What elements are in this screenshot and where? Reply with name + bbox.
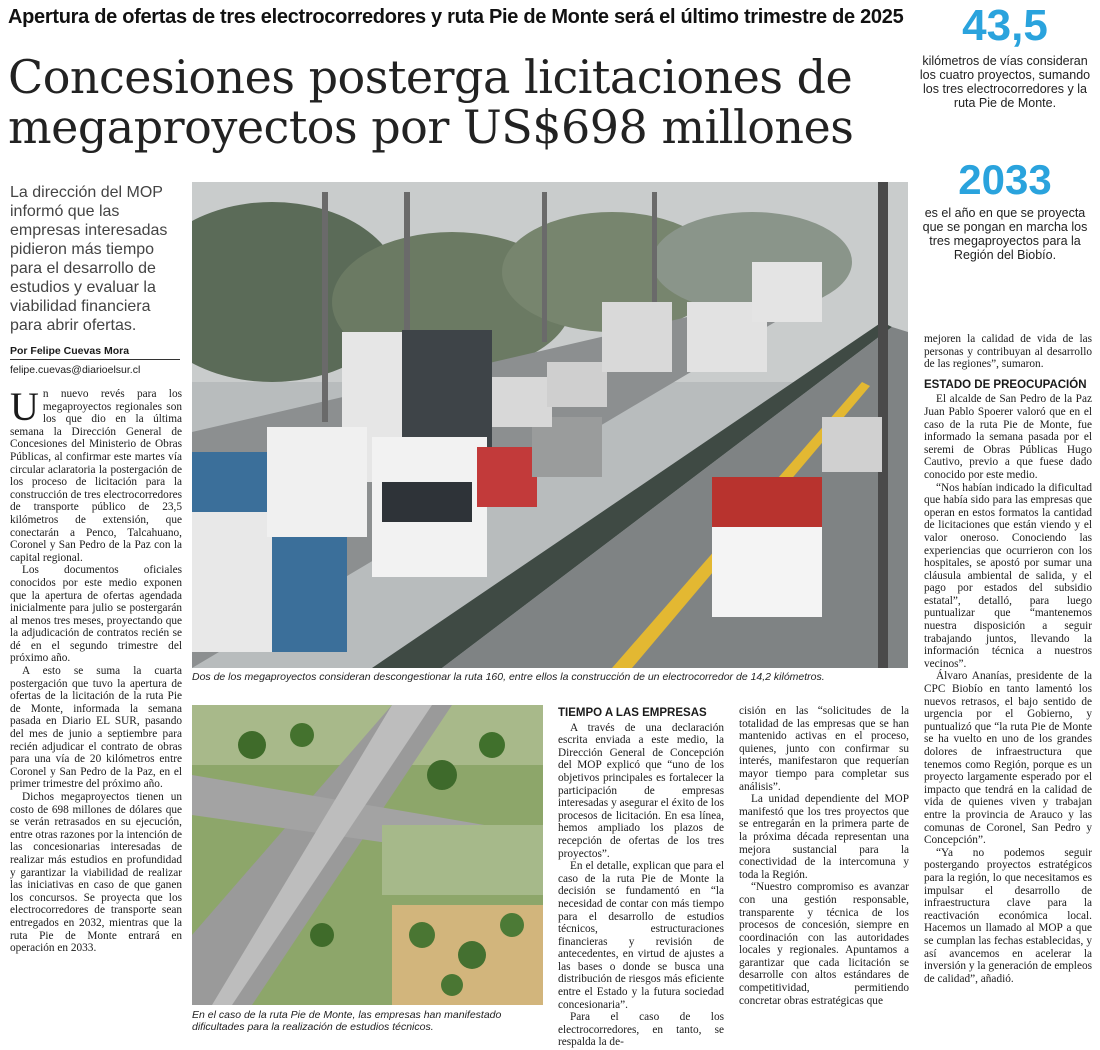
byline-email: felipe.cuevas@diarioelsur.cl (10, 364, 141, 376)
body-column-3 (739, 705, 909, 1007)
paragraph-text: n nuevo revés para los megaproyectos regionales son los que dio en la última semana la Dirección General de Concesiones del Ministerio de Obras Públicas, al confirmar este martes vía circular aclaratoria la postergación de los proceso de licitación para la construcción de tres electrocorredores de transporte público de 23,5 kilómetros de extensión, que conectarán a Penco, Talcahuano, Coronel y San Pedro de la Paz con la capital regional. (10, 388, 182, 564)
subhead: ESTADO DE PREOCUPACIÓN (924, 378, 1087, 391)
stat-block-1 (915, 1, 1095, 110)
paragraph: El alcalde de San Pedro de la Paz Juan Pablo Spoerer valoró que en el caso de la ruta Pie de Monte, fue informado la semana pasada por el seremi de Obras Públicas Hugo Cautivo, previo a que fuese dado conocido por este medio. (924, 393, 1092, 481)
subhead: TIEMPO A LAS EMPRESAS (558, 707, 707, 719)
stat-text: kilómetros de vías consideran los cuatro proyectos, sumando los tres electrocorredores y la ruta Pie de Monte. (919, 54, 1091, 110)
paragraph: “Nuestro compromiso es avanzar con una gestión responsable, transparente y técnica de los procesos de concesión, siempre en coordinación con las autoridades locales y regionales. Apuntamos a garantizar que cada licitación se desarrolle con altos estándares de competitividad, permitiendo concretar obras estratégicas que (739, 881, 909, 1007)
paragraph (10, 384, 182, 564)
stat-block-2 (915, 158, 1095, 262)
stat-number: 2033 (958, 156, 1052, 203)
body-column-2 (558, 705, 724, 1049)
headline-line-2: megaproyectos por US$698 millones (8, 100, 854, 154)
paragraph: En el detalle, explican que para el caso de la ruta Pie de Monte la decisión se fundamentó en “la necesidad de contar con más tiempo para el desarrollo de estudios técnicos, estructuraciones financieras y revisión de antecedentes, en virtud de ajustes a las bases o donde se busca una distribución de riesgos más eficiente entre el Estado y la futura sociedad concesionaria”. (558, 860, 724, 1011)
headline (8, 52, 908, 152)
caption-bottom-photo: En el caso de la ruta Pie de Monte, las empresas han manifestado dificultades para la realización de estudios técnicos. (192, 1009, 502, 1033)
paragraph: “Nos habían indicado la dificultad que había sido para las empresas que operan en estos formatos la cantidad de licitaciones que están viendo y el valor oneroso. Conociendo las experiencias que ocurrieron con los hospitales, se apostó por sumar una cláusula ambiental de salida, y el pago por estados del subsidio estatal”, detalló, para luego puntualizar que “mantenemos nuestra disposición a seguir trabajando juntos, llevando la información técnica a nuestros vecinos”. (924, 481, 1092, 670)
byline (10, 345, 180, 376)
paragraph: mejoren la calidad de vida de las personas y contribuyan al desarrollo de las regiones”, sumaron. (924, 333, 1092, 371)
paragraph: Dichos megaproyectos tienen un costo de 698 millones de dólares que se verán retrasados en su ejecución, entre otras razones por la intención de las concesionarias interesadas de realizar más estudios en profundidad y garantizar la viabilidad de realizar las iniciativas en caso de que ganen los concursos. Se proyecta que los electrocorredores de transporte sean entregados en 2032, mientras que la ruta Pie de Monte entrará en operación en 2033. (10, 791, 182, 955)
paragraph: Álvaro Ananías, presidente de la CPC Biobío en tanto lamentó los nuevos retrasos, el bajo sentido de urgencia por el Gobierno, y puntualizó que “la ruta Pie de Monte se ha vuelto en uno de los grandes dolores de infraestructura que tenemos como Región, porque es un proyecto largamente esperado por el impacto que tendrá en la calidad de vida de quienes viven y trabajan entre la provincia de Arauco y las comunas de Coronel, San Pedro y Concepción”. (924, 670, 1092, 847)
body-column-4 (924, 333, 1092, 985)
stat-text: es el año en que se proyecta que se pongan en marcha los tres megaproyectos para la Región del Biobío. (922, 206, 1088, 262)
paragraph: Para el caso de los electrocorredores, en tanto, se respalda la de- (558, 1011, 724, 1049)
top-photo-highway (192, 182, 908, 668)
deck: La dirección del MOP informó que las empresas interesadas pidieron más tiempo para el desarrollo de estudios y evaluar la viabilidad financiera para abrir ofertas. (10, 184, 168, 334)
caption-top-photo: Dos de los megaproyectos consideran descongestionar la ruta 160, entre ellos la construcción de un electrocorredor de 14,2 kilómetros. (192, 671, 825, 683)
paragraph: La unidad dependiente del MOP manifestó que los tres proyectos que se entregarán en la primera parte de la próxima década representan una mejora sustancial para la conectividad de la intercomuna y toda la Región. (739, 793, 909, 881)
dropcap: U (10, 384, 39, 429)
paragraph: cisión en las “solicitudes de la totalidad de las empresas que se han mantenido activas en el proceso, quienes, junto con confirmar su interés, manifestaron que requerían mayor tiempo para completar sus análisis”. (739, 705, 909, 793)
byline-author: Por Felipe Cuevas Mora (10, 345, 180, 360)
bottom-photo-render (192, 705, 543, 1005)
paragraph: Los documentos oficiales conocidos por este medio exponen que la apertura de ofertas agendada inicialmente para julio se postergarán al menos tres meses, proyectando que la adjudicación de contratos recién se dé en el segundo trimestre del próximo año. (10, 564, 182, 665)
headline-line-1: Concesiones posterga licitaciones de (8, 50, 853, 104)
paragraph: A través de una declaración escrita enviada a este medio, la Dirección General de Concepción del MOP explicó que “uno de los objetivos principales es fortalecer la participación de empresas interesadas y asegurar el éxito de los procesos de licitación. En esa línea, hemos ampliado los plazos de recepción de ofertas de los tres proyectos”. (558, 721, 724, 860)
kicker: Apertura de ofertas de tres electrocorredores y ruta Pie de Monte será el último trimestre de 2025 (8, 6, 904, 28)
paragraph: “Ya no podemos seguir postergando proyectos estratégicos para la región, lo que necesitamos es impulsar el desarrollo de infraestructura clave para la reactivación económica local. Hacemos un llamado al MOP a que se cumplan las fechas establecidas, y así avancemos en acelerar la inversión y la generación de empleos de calidad”, añadió. (924, 846, 1092, 985)
body-column-1 (10, 384, 182, 955)
stat-number: 43,5 (962, 1, 1048, 50)
paragraph: A esto se suma la cuarta postergación que tuvo la apertura de ofertas de la licitación de la ruta Pie de Monte, informada la semana pasada en Diario EL SUR, pasando del mes de junio a septiembre para recién adjudicar el contrato de obras para una vía de 20 kilómetros entre Coronel y San Pedro de la Paz, en el primer trimestre del próximo año. (10, 665, 182, 791)
